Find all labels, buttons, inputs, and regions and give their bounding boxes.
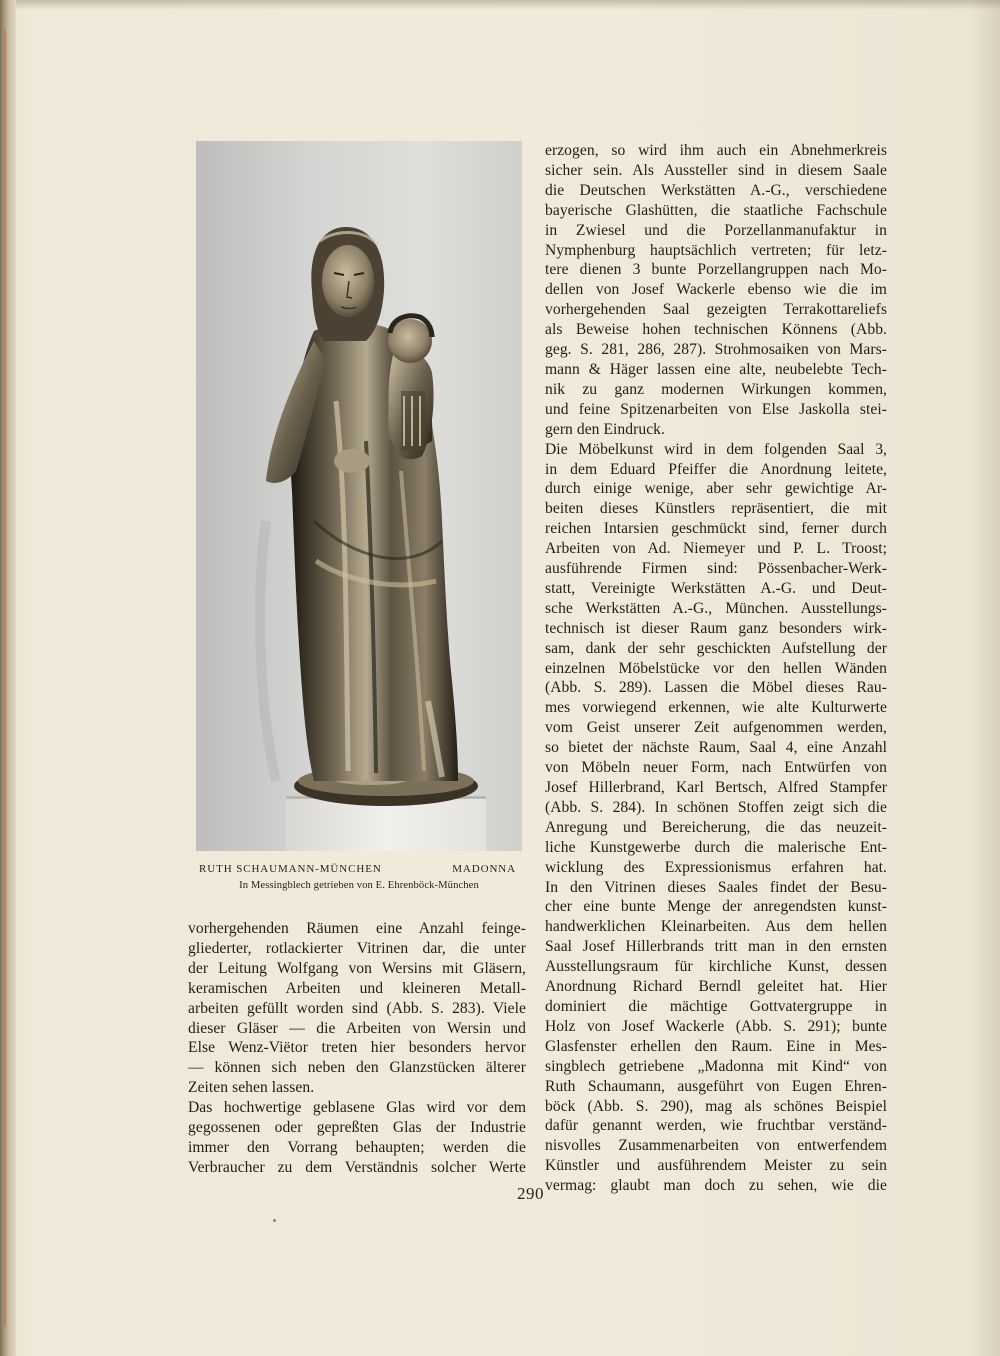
text-line: gegossenen oder gepreßten Glas der Industrie [188,1119,526,1137]
text-line: wicklung des Expressionismus erfahren hat. [545,858,887,876]
text-line: von Möbeln neuer Form, nach Entwürfen von [545,759,887,777]
text-line: mes vorwiegend erkennen, wie alte Kulturwerte [545,699,887,717]
text-line: Arbeiten von Ad. Niemeyer und P. L. Troost; [545,540,887,558]
text-line: dominiert die mächtige Gottvatergruppe in [545,997,887,1015]
page-top-shadow [16,0,1000,10]
text-line: vermag: glaubt man doch zu sehen, wie die [545,1177,887,1195]
madonna-photograph [196,141,522,851]
text-line: mann & Häger lassen eine alte, neubelebte Tech- [545,360,887,378]
text-line: — können sich neben den Glanzstücken älterer [188,1059,526,1077]
text-line: Glasfenster erhellen den Raum. Eine in Mes- [545,1037,887,1055]
text-line: sicher sein. Als Aussteller sind in diesem Saale [545,161,887,179]
paper-speck [273,1219,276,1222]
text-line: in Zwiesel und die Porzellanmanufaktur in [545,221,887,239]
text-line: (Abb. S. 284). In schönen Stoffen zeigt sich die [545,798,887,816]
text-line: keramischen Arbeiten und kleineren Metall- [188,979,526,997]
text-line: gliederter, rotlackierter Vitrinen dar, die unter [188,939,526,957]
text-line: böck (Abb. S. 290), mag als schönes Beispiel [545,1097,887,1115]
text-column-right [545,141,887,1196]
text-line: Ausstellungsraum für kirchliche Kunst, dessen [545,958,887,976]
text-line: erzogen, so wird ihm auch ein Abnehmerkreis [545,142,887,159]
caption-title-line [196,863,522,875]
text-line: nisvolles Zusammenarbeiten von entwerfendem [545,1137,887,1155]
text-line: so bietet der nächste Raum, Saal 4, eine Anzahl [545,739,887,757]
text-line: handwerklichen Kleinarbeiten. Aus dem hellen [545,918,887,936]
madonna-hand [334,449,370,473]
text-line: in dem Eduard Pfeiffer die Anordnung leitete, [545,460,887,478]
figure-caption [196,863,522,891]
text-line: vorhergehenden Saal gezeigten Terrakottareliefs [545,301,887,319]
text-line: dieser Gläser — die Arbeiten von Wersin und [188,1019,526,1037]
madonna-sculpture-image [196,141,522,851]
text-line: beiten dieses Künstlers repräsentiert, die mit [545,500,887,518]
caption-artist: RUTH SCHAUMANN-MÜNCHEN [199,863,382,875]
text-line: arbeiten gefüllt worden sind (Abb. S. 283). Viele [188,999,526,1017]
text-line: liche Kunstgewerbe durch die malerische Ent- [545,838,887,856]
text-line: nik zu ganz modernen Wirkungen kommen, [545,380,887,398]
text-line: Künstler und ausführendem Meister zu sein [545,1157,887,1175]
text-line: geg. S. 281, 286, 287). Strohmosaiken von Mars- [545,341,887,359]
text-line: dafür genannt werden, wie fruchtbar verständ- [545,1117,887,1135]
text-line: cher eine bunte Menge der anregendsten kunst- [545,898,887,916]
text-line: der Leitung Wolfgang von Wersins mit Gläsern, [188,959,526,977]
page-binding-edge [0,0,16,1356]
text-line: Josef Hillerbrand, Karl Bertsch, Alfred Stampfer [545,779,887,796]
text-line: Anordnung Richard Berndl geleitet hat. Hier [545,978,887,996]
text-line: durch einige wenige, aber sehr gewichtige Ar- [545,480,887,498]
text-line: technisch ist dieser Raum ganz besonders wirk- [545,619,887,637]
text-line: Zeiten sehen lassen. [188,1079,315,1097]
text-column-left [188,919,526,1178]
text-line: sche Werkstätten A.-G., München. Ausstellungs- [545,599,887,617]
text-line: vorhergehenden Räumen eine Anzahl feinge- [188,920,526,937]
text-line: vom Geist unserer Zeit aufgenommen werden, [545,719,887,737]
text-line: reichen Intarsien geschmückt sind, ferner durch [545,520,887,538]
text-line: als Beweise hohen technischen Könnens (Abb. [545,321,887,339]
text-line: gern den Eindruck. [545,420,665,438]
madonna-face [322,245,374,317]
page-number: 290 [517,1184,544,1203]
text-line: tere dienen 3 bunte Porzellangruppen nach Mo- [545,261,887,279]
text-line: die Deutschen Werkstätten A.-G., verschiedene [545,181,887,199]
caption-credit: In Messingblech getrieben von E. Ehrenböck-München [239,880,479,891]
text-line: immer den Vorrang behaupten; werden die [188,1138,526,1156]
text-line: und feine Spitzenarbeiten von Else Jaskolla stei- [545,400,887,418]
text-line: statt, Vereinigte Werkstätten A.-G. und Deut- [545,579,887,597]
text-line: Else Wenz-Viëtor treten hier besonders hervor [188,1039,526,1057]
text-line: dellen von Josef Wackerle ebenso wie die im [545,281,887,299]
caption-title: MADONNA [452,863,516,875]
text-line: In den Vitrinen dieses Saales findet der Besu- [545,878,887,896]
text-line: einzelnen Möbelstücke vor den hellen Wänden [545,659,887,677]
text-line: Ruth Schaumann, ausgeführt von Eugen Ehren- [545,1077,887,1095]
text-line: sam, dank der sehr geschickten Aufstellung der [545,639,887,657]
text-line: Holz von Josef Wackerle (Abb. S. 291); bunte [545,1017,887,1035]
text-line: bayerische Glashütten, die staatliche Fachschule [545,201,887,219]
text-line: Verbraucher zu dem Verständnis solcher Werte [188,1158,526,1176]
text-line: Nymphenburg hauptsächlich vertreten; für letz- [545,241,887,259]
text-line: Anregung und Bereicherung, die das neuzeit- [545,818,887,836]
text-line: (Abb. S. 289). Lassen die Möbel dieses Rau- [545,679,887,697]
text-line: singblech getriebene „Madonna mit Kind“ von [545,1057,887,1075]
text-line: Saal Josef Hillerbrands tritt man in den ernsten [545,938,887,956]
text-line: Die Möbelkunst wird in dem folgenden Saal 3, [545,440,887,458]
text-line: Das hochwertige geblasene Glas wird vor dem [188,1099,526,1117]
text-line: ausführende Firmen sind: Pössenbacher-Werk- [545,560,887,578]
